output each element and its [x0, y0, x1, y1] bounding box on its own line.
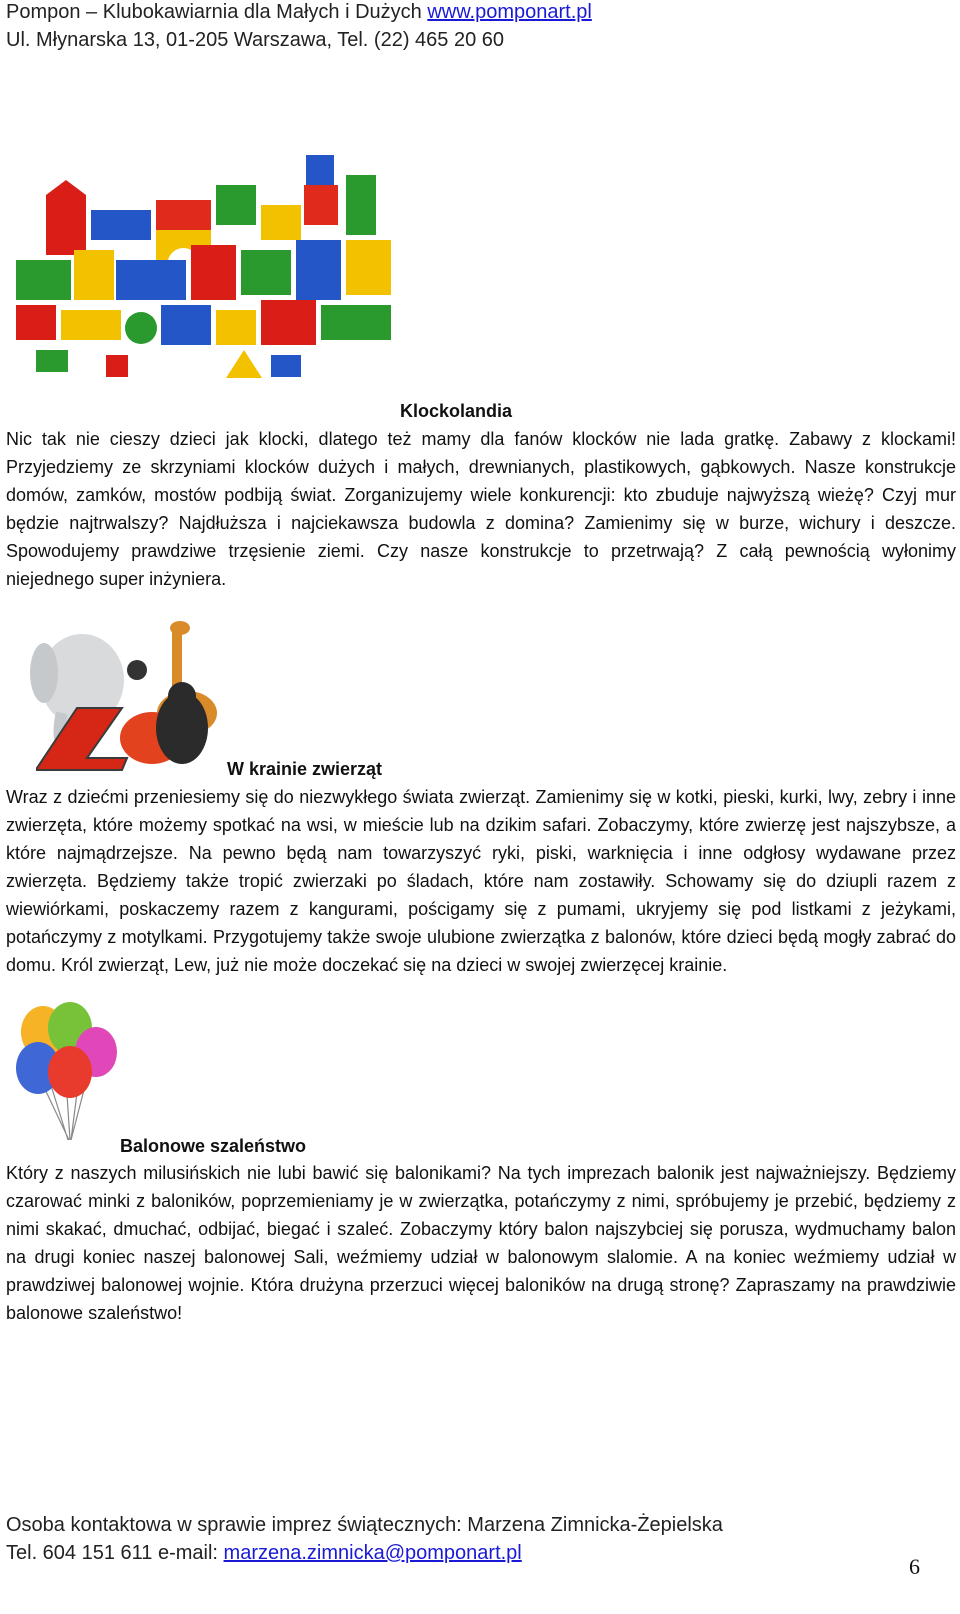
- section-title-klockolandia: Klockolandia: [400, 401, 513, 421]
- footer-contact-person: Osoba kontaktowa w sprawie imprez świątecznych: Marzena Zimnicka-Żepielska: [6, 1514, 723, 1536]
- section-body-w-krainie-zwierzat: Wraz z dziećmi przeniesiemy się do niezwykłego świata zwierząt. Zamienimy się w kotki, pieski, kurki, lwy, zebry i inne zwierzęta, które możemy spotkać na wsi, w mieście lub na dzikim safari. Zobaczymy, które zwierzę jest najszybsze, a które najmądrzejsze. Na pewno będą nam towarzyszyć ryki, piski, warknięcia i inne odgłosy wydawane przez zwierzęta. Będziemy także tropić zwierzaki po śladach, które nam zostawiły. Schowamy się do dziupli razem z wiewiórkami, poskaczemy razem z kangurami, pościgamy się z pumami, ukryjemy się pod listkami z jeżykami, potańczymy z motylkami. Przygotujemy także swoje ulubione zwierzątka z balonów, które dzieci będą mogły zabrać do domu. Król zwierząt, Lew, już nie może doczekać się na dzieci w swojej zwierzęcej krainie.: [6, 787, 956, 975]
- balloons-icon: [8, 1000, 123, 1150]
- header-line-2: Ul. Młynarska 13, 01-205 Warszawa, Tel. (22) 465 20 60: [6, 29, 505, 51]
- header-title: Pompon – Klubokawiarnia dla Małych i Dużych: [6, 1, 422, 23]
- footer-contact-line: [6, 1540, 522, 1566]
- section-title-balonowe-szalenstwo: Balonowe szaleństwo: [120, 1136, 307, 1156]
- toy-blocks-icon: [16, 150, 396, 382]
- email-link[interactable]: marzena.zimnicka@pomponart.pl: [223, 1542, 522, 1564]
- section-body-balonowe-szalenstwo: Który z naszych milusińskich nie lubi bawić się balonikami? Na tych imprezach balonik jest najważniejszy. Będziemy czarować minki z baloników, poprzemieniamy je w zwierzątka, potańczymy z nimi, spróbujemy je przebić, będziemy z nimi skakać, dmuchać, odbijać, biegać i szaleć. Zobaczymy który balon najszybciej się porusza, wydmuchamy balon na drugi koniec naszej balonowej Sali, weźmiemy udział w balonowym slalomie. A na koniec weźmiemy udział w prawdziwej balonowej wojnie. Która drużyna przerzuci więcej baloników na drugą stronę? Zapraszamy na prawdziwie balonowe szaleństwo!: [6, 1163, 956, 1323]
- footer-phone: Tel. 604 151 611 e-mail:: [6, 1542, 218, 1564]
- website-link[interactable]: www.pomponart.pl: [427, 1, 592, 23]
- header-line-1: [6, 0, 592, 24]
- zoo-animals-icon: [22, 618, 222, 778]
- section-title-w-krainie-zwierzat: W krainie zwierząt: [227, 759, 383, 779]
- page-number: 6: [909, 1554, 920, 1579]
- section-body-klockolandia: Nic tak nie cieszy dzieci jak klocki, dlatego też mamy dla fanów klocków nie lada gratkę. Zabawy z klockami! Przyjedziemy ze skrzyniami klocków dużych i małych, drewnianych, plastikowych, gąbkowych. Nasze konstrukcje domów, zamków, mostów podbiją świat. Zorganizujemy wiele konkurencji: kto zbuduje najwyższą wieżę? Czyj mur będzie najtrwalszy? Najdłuższa i najciekawsza budowla z domina? Zamienimy się w burze, wichury i deszcze. Spowodujemy prawdziwe trzęsienie ziemi. Czy nasze konstrukcje to przetrwają? Z całą pewnością wyłonimy niejednego super inżyniera.: [6, 429, 956, 589]
